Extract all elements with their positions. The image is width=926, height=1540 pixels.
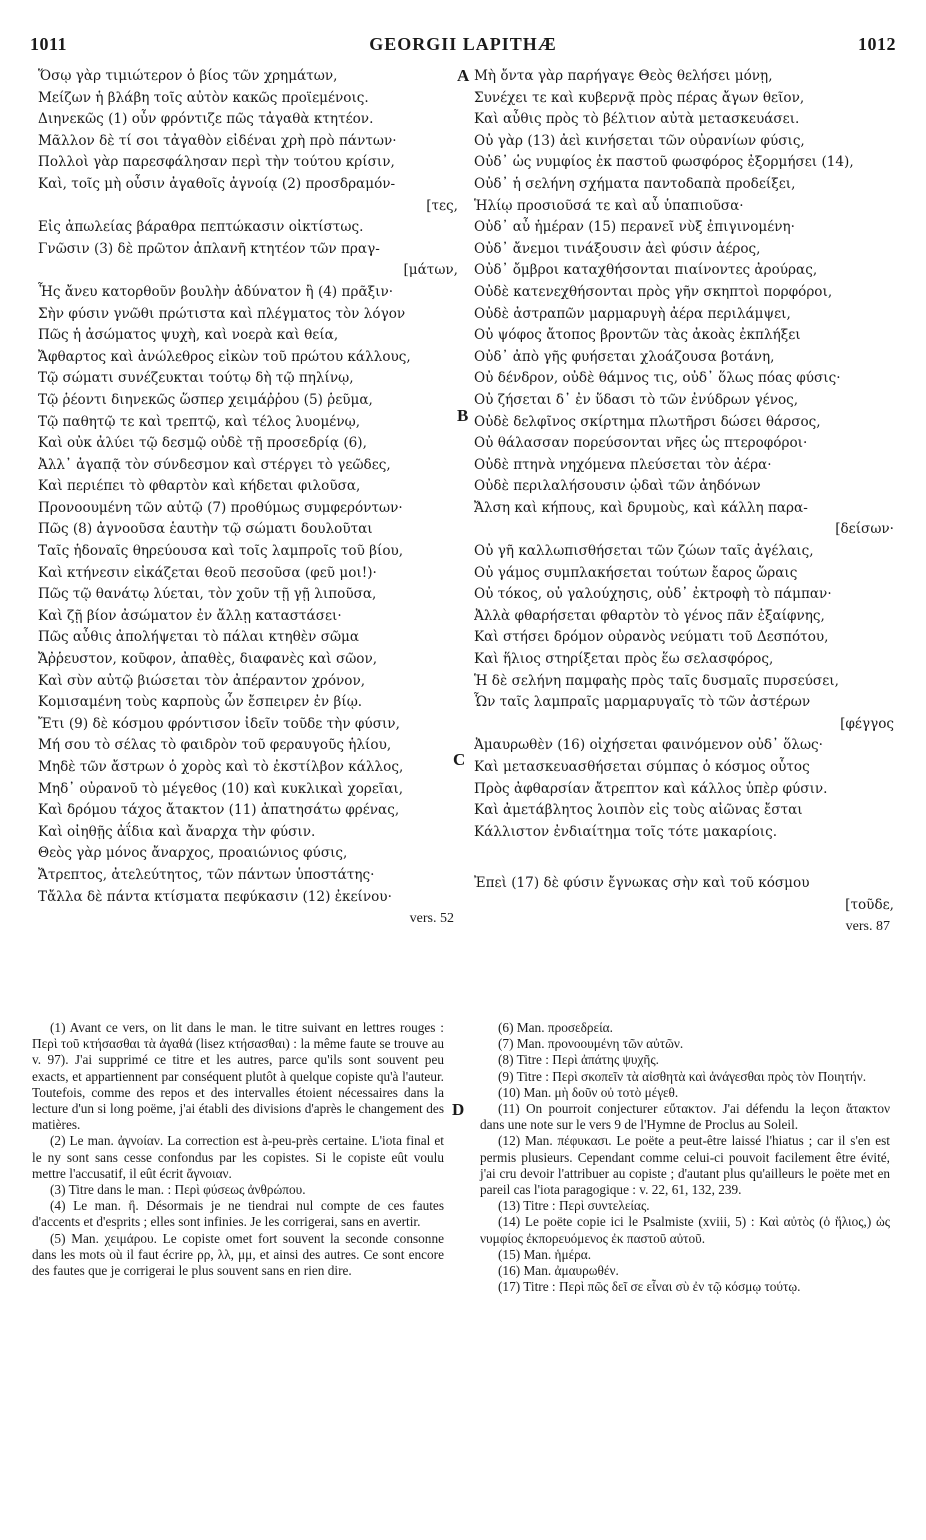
verse-line: Μή σου τὸ σέλας τὸ φαιδρὸν τοῦ φεραυγοῦς ἡλίου,: [38, 737, 392, 754]
footnote: (5) Man. χειμάρου. Le copiste omet fort souvent la seconde consonne dans les mots où il faut écrire ρρ, λλ, μμ, et ainsi des autres. Ce sont encore des fautes que je corrigerai le plus souvent sans en rien dire.: [32, 1230, 444, 1279]
verse-line: Οὐδ᾽ ἄνεμοι τινάξουσιν ἀεὶ φύσιν ἀέρος,: [474, 240, 761, 257]
verse-line: Καὶ, τοῖς μὴ οὖσιν ἀγαθοῖς ἀγνοίᾳ (2) προσδραμόν-: [38, 175, 396, 192]
verse-line: Συνέχει τε καὶ κυβερνᾷ πρὸς πέρας ἄγων θεῖον,: [474, 89, 805, 106]
verse-line: Κομισαμένη τοὺς καρποὺς ὧν ἔσπειρεν ἐν βίῳ.: [38, 694, 363, 711]
left-page-number: 1011: [30, 34, 68, 54]
verse-line: Καὶ αὖθις πρὸς τὸ βέλτιον αὐτὰ μετασκευάσει.: [474, 111, 800, 128]
right-verse-column: [474, 66, 894, 938]
footnote: (13) Titre : Περὶ συντελείας.: [498, 1198, 650, 1214]
footnote: (4) Le man. ἢ. Désormais je ne tiendrai nul compte de ces fautes d'accents et d'esprits ; elles sont infinies. Je les corrigerai, sans en avertir.: [32, 1198, 444, 1230]
verse-count: vers. 87: [845, 919, 890, 935]
footnote: (2) Le man. ἀγνοίαν. La correction est à-peu-près certaine. L'iota final et le ny sont sans cesse confondus par les copistes. Si le copiste eût voulu mettre l'accusatif, il eût écrit ἄγνοιαν.: [32, 1133, 444, 1181]
verse-line: Κάλλιστον ἐνδιαίτημα τοῖς τότε μακαρίοις.: [474, 823, 778, 840]
verse-line: Ἡ δὲ σελήνη παμφαὴς πρὸς ταῖς δυσμαῖς πυρσεύσει,: [474, 672, 839, 689]
verse-line: [τες,: [426, 197, 458, 214]
verse-line: Καὶ ἀμετάβλητος λοιπὸν εἰς τοὺς αἰῶνας ἔσται: [474, 802, 803, 819]
verse-line: Καὶ ζῇ βίον ἀσώματον ἐν ἄλλῃ καταστάσει·: [38, 607, 342, 624]
verse-line: Διηνεκῶς (1) οὖν φρόντιζε πῶς τἀγαθὰ κτητέον.: [38, 111, 374, 128]
verse-line: Οὐδ᾽ αὖ ἡμέραν (15) περανεῖ νὺξ ἐπιγινομένη·: [474, 219, 795, 236]
verse-line: Καὶ οὐκ ἀλύει τῷ δεσμῷ οὐδὲ τῇ προσεδρίᾳ (6),: [38, 435, 367, 452]
verse-line: Ταῖς ἡδοναῖς θηρεύουσα καὶ τοῖς λαμπροῖς τοῦ βίου,: [38, 543, 404, 560]
verse-line: Προνοουμένη τῶν αὐτῷ (7) προθύμως συμφερόντων·: [38, 499, 403, 516]
footnote: (7) Man. προνοουμένη τῶν αὐτῶν.: [498, 1036, 684, 1052]
verse-line: Τῷ σώματι συνέζευκται τούτῳ δὴ τῷ πηλίνῳ,: [38, 370, 354, 387]
verse-line: Καὶ σὺν αὐτῷ βιώσεται τὸν ἀπέραντον χρόνον,: [38, 672, 366, 689]
running-title: GEORGII LAPITHÆ: [369, 34, 557, 54]
verse-line: Οὐ γῆ καλλωπισθήσεται τῶν ζώων ταῖς ἀγέλαις,: [474, 543, 814, 560]
verse-line: Πρὸς ἀφθαρσίαν ἄτρεπτον καὶ κάλλος ὑπὲρ φύσιν.: [474, 780, 828, 797]
footnote: (6) Man. προσεδρεία.: [498, 1020, 613, 1035]
verse-line: Θεὸς γὰρ μόνος ἄναρχος, προαιώνιος φύσις,: [38, 845, 348, 862]
verse-line: Πῶς (8) ἀγνοοῦσα ἑαυτὴν τῷ σώματι δουλοῦται: [38, 521, 373, 538]
verse-line: Οὐδὲ δελφῖνος σκίρτημα πλωτῆρσι δώσει θάρσος,: [474, 413, 821, 430]
verse-line: Ἄφθαρτος καὶ ἀνώλεθρος εἰκὼν τοῦ πρώτου κάλλους,: [38, 348, 411, 365]
verse-line: Ἔτι (9) δὲ κόσμου φρόντισον ἰδεῖν τοῦδε τὴν φύσιν,: [38, 715, 400, 732]
verse-count: vers. 52: [409, 911, 454, 927]
verse-line: Οὐδὲ πτηνὰ νηχόμενα πλεύσεται τὸν ἀέρα·: [474, 456, 772, 473]
footnote: (1) Avant ce vers, on lit dans le man. le titre suivant en lettres rouges : Περὶ τοῦ κτήσασθαι τὰ ἀγαθά (lisez κτήσασθαι) : la même faute se trouve au v. 97). J'ai supprimé ce titre et les autres, parce qu'ils sont souvent peu exacts, et appartiennent par conséquent plutôt à quelque copiste qu'à l'auteur. Toutefois, comme des repos et des intervalles étoient nécessaires dans la lecture d'un si long poëme, j'ai établi des divisions d'après le changement des matières.: [32, 1020, 444, 1133]
verse-line: Οὐ γάμος συμπλακήσεται τούτων ἔαρος ὥραις: [474, 564, 798, 581]
verse-line: Ἄτρεπτος, ἀτελεύτητος, τῶν πάντων ὑποστάτης·: [38, 866, 375, 883]
verse-line: Μηδ᾽ οὐρανοῦ τὸ μέγεθος (10) καὶ κυκλικαὶ χορεῖαι,: [38, 780, 404, 797]
verse-line: [φέγγος: [840, 715, 894, 732]
footnote: (14) Le poëte copie ici le Psalmiste (xviii, 5) : Καὶ αὐτὸς (ὁ ἥλιος,) ὡς νυμφίος ἐκπορευόμενος ἐκ παστοῦ αὐτοῦ.: [480, 1214, 890, 1246]
verse-line: Οὐδὲ περιλαλήσουσιν ᾠδαὶ τῶν ἀηδόνων: [474, 478, 761, 495]
verse-line: Τἄλλα δὲ πάντα κτίσματα πεφύκασιν (12) ἐκείνου·: [38, 888, 392, 905]
verse-line: Μὴ ὄντα γὰρ παρήγαγε Θεὸς θελήσει μόνῃ,: [474, 68, 773, 84]
verse-line: Καὶ μετασκευασθήσεται σύμπας ὁ κόσμος οὗτος: [474, 759, 810, 775]
verse-line: Ἧς ἄνευ κατορθοῦν βουλὴν ἀδύνατον ἢ (4) πρᾶξιν·: [38, 283, 394, 300]
verse-line: Καὶ δρόμου τάχος ἄτακτον (11) ἀπατησάτω φρένας,: [38, 802, 400, 819]
verse-line: Ἄῤῥευστον, κοῦφον, ἀπαθὲς, διαφανὲς καὶ σῶον,: [38, 651, 378, 668]
verse-line: Πολλοὶ γὰρ παρεσφάλησαν περὶ τὴν τούτου κρίσιν,: [38, 154, 395, 171]
right-page-number: 1012: [858, 34, 896, 54]
margin-letter-d: D: [452, 1100, 465, 1119]
verse-line: Καὶ στήσει δρόμον οὐρανὸς νεύματι τοῦ Δεσπότου,: [474, 629, 829, 646]
footnote: (10) Man. μὴ δοῦν οὐ τοτὸ μέγεθ.: [498, 1084, 679, 1100]
verse-line: Ὧν ταῖς λαμπραῖς μαρμαρυγαῖς τὸ τῶν ἀστέρων: [474, 694, 811, 711]
verse-line: Καὶ κτήνεσιν εἰκάζεται θεοῦ πεσοῦσα (φεῦ μοι!)·: [38, 564, 377, 581]
verse-line: Οὐδ᾽ ἀπὸ γῆς φυήσεται χλοάζουσα βοτάνη,: [474, 348, 775, 365]
verse-line: Οὐ δένδρον, οὐδὲ θάμνος τις, οὐδ᾽ ὅλως πόας φύσις·: [474, 370, 841, 387]
margin-letter-c: C: [453, 750, 466, 769]
footnote: (15) Man. ἡμέρα.: [498, 1246, 592, 1262]
margin-letter-a: A: [457, 66, 470, 85]
footnote: (3) Titre dans le man. : Περὶ φύσεως ἀνθρώπου.: [50, 1182, 306, 1198]
verse-line: [474, 843, 894, 865]
verse-line: Σὴν φύσιν γνῶθι πρώτιστα καὶ πλέγματος τὸν λόγον: [38, 305, 406, 322]
verse-line: Ἄλση καὶ κήπους, καὶ δρυμοὺς, καὶ κάλλη παρα-: [474, 499, 808, 516]
verse-line: Οὐ θάλασσαν πορεύσονται νῆες ὡς πτεροφόροι·: [474, 435, 808, 452]
verse-line: Οὐ ψόφος ἄτοπος βροντῶν τὰς ἀκοὰς ἐκπλήξει: [474, 327, 801, 344]
footnote: (9) Titre : Περὶ σκοπεῖν τὰ αἰσθητὰ καὶ ἀνάγεσθαι πρὸς τὸν Ποιητήν.: [498, 1068, 867, 1084]
footnote: (12) Man. πέφυκασι. Le poëte a peut-être laissé l'hiatus ; car il s'en est permis plusieurs. Cependant comme celui-ci pouvoit facilement être évité, j'ai cru devoir l'attribuer au copiste ; d'autant plus qu'ailleurs le poëte met en pareil cas l'iota paragogique : v. 22, 61, 132, 239.: [480, 1133, 890, 1198]
verse-line: [τοῦδε,: [845, 896, 894, 913]
verse-line: Οὐ τόκος, οὐ γαλούχησις, οὐδ᾽ ἐκτροφὴ τὸ πάμπαν·: [474, 586, 832, 603]
left-verse-column: [38, 66, 458, 930]
verse-line: Οὐδ᾽ ἡ σελήνη σχήματα παντοδαπὰ προδείξει,: [474, 175, 796, 192]
verse-line: Καὶ περιέπει τὸ φθαρτὸν καὶ κήδεται φιλοῦσα,: [38, 478, 361, 495]
verse-line: Πῶς αὖθις ἀπολήψεται τὸ πάλαι κτηθὲν σῶμα: [38, 629, 360, 646]
verse-line: Τῷ ῥέοντι διηνεκῶς ὥσπερ χειμάῤῥου (5) ῥεῦμα,: [38, 391, 373, 408]
verse-line: Οὐδ᾽ ὡς νυμφίος ἐκ παστοῦ φωσφόρος ἐξορμήσει (14),: [474, 154, 854, 171]
verse-line: Μείζων ἡ βλάβη τοῖς αὐτὸν κακῶς προϊεμένοις.: [38, 89, 369, 106]
verse-line: Γνῶσιν (3) δὲ πρῶτον ἀπλανῆ κτητέον τῶν πραγ-: [38, 240, 380, 257]
verse-line: [μάτων,: [403, 262, 458, 279]
verse-line: Ἐπεὶ (17) δὲ φύσιν ἔγνωκας σὴν καὶ τοῦ κόσμου: [474, 874, 810, 891]
verse-line: Καὶ οἰηθῇς ἀΐδια καὶ ἄναρχα τὴν φύσιν.: [38, 823, 316, 840]
footnote: (17) Titre : Περὶ πῶς δεῖ σε εἶναι σὺ ἐν τῷ κόσμῳ τούτῳ.: [498, 1279, 801, 1295]
margin-letter-b: B: [457, 406, 469, 425]
right-footnotes: [480, 1020, 890, 1295]
verse-line: Οὐδὲ ἀστραπῶν μαρμαρυγὴ ἀέρα περιλάμψει,: [474, 305, 791, 322]
verse-line: Οὐδὲ κατενεχθήσονται πρὸς γῆν σκηπτοὶ πορφόροι,: [474, 283, 833, 300]
verse-line: Οὐ γὰρ (13) ἀεὶ κινήσεται τῶν οὐρανίων φύσις,: [474, 132, 805, 149]
verse-line: Οὐ ζήσεται δ᾽ ἐν ὕδασι τὸ τῶν ἐνύδρων γένος,: [474, 391, 799, 408]
verse-line: Ἀλλ᾽ ἀγαπᾷ τὸν σύνδεσμον καὶ στέργει τὸ γεῶδες,: [38, 456, 391, 473]
verse-line: Ἡλίῳ προσιοῦσά τε καὶ αὖ ὑπαπιοῦσα·: [474, 197, 744, 214]
verse-line: Πῶς ἡ ἀσώματος ψυχὴ, καὶ νοερὰ καὶ θεία,: [38, 327, 339, 344]
verse-line: Μηδὲ τῶν ἄστρων ὁ χορὸς καὶ τὸ ἐκστίλβον κάλλος,: [38, 759, 404, 775]
left-footnotes: [32, 1020, 444, 1279]
verse-line: Ὅσῳ γὰρ τιμιώτερον ὁ βίος τῶν χρημάτων,: [38, 68, 338, 84]
verse-line: Καὶ ἥλιος στηρίξεται πρὸς ἕω σελασφόρος,: [474, 651, 774, 668]
verse-line: Τῷ παθητῷ τε καὶ τρεπτῷ, καὶ τέλος λυομένῳ,: [38, 413, 361, 430]
verse-line: Ἀμαυρωθὲν (16) οἰχήσεται φαινόμενον οὐδ᾽ ὅλως·: [474, 737, 823, 754]
verse-line: [δείσων·: [835, 521, 894, 538]
verse-line: [474, 865, 894, 873]
footnote: (16) Man. ἀμαυρωθέν.: [498, 1263, 619, 1279]
verse-line: Οὐδ᾽ ὄμβροι καταχθήσονται πιαίνοντες ἀρούρας,: [474, 262, 818, 279]
verse-line: Μᾶλλον δὲ τί σοι τἀγαθὸν εἰδέναι χρὴ πρὸ πάντων·: [38, 132, 397, 149]
verse-line: Πῶς τῷ θανάτῳ λύεται, τὸν χοῦν τῇ γῇ λιποῦσα,: [38, 586, 377, 603]
footnote: (8) Titre : Περὶ ἀπάτης ψυχῆς.: [498, 1052, 659, 1068]
verse-line: Ἀλλὰ φθαρήσεται φθαρτὸν τὸ γένος πᾶν ἐξαίφνης,: [474, 607, 825, 624]
footnote: (11) On pourroit conjecturer εὔτακτον. J'ai défendu la leçon ἄτακτον dans une note sur le vers 9 de l'Hymne de Proclus au Soleil.: [480, 1101, 890, 1133]
verse-line: Εἰς ἀπωλείας βάραθρα πεπτώκασιν οἰκτίστως.: [38, 219, 364, 236]
